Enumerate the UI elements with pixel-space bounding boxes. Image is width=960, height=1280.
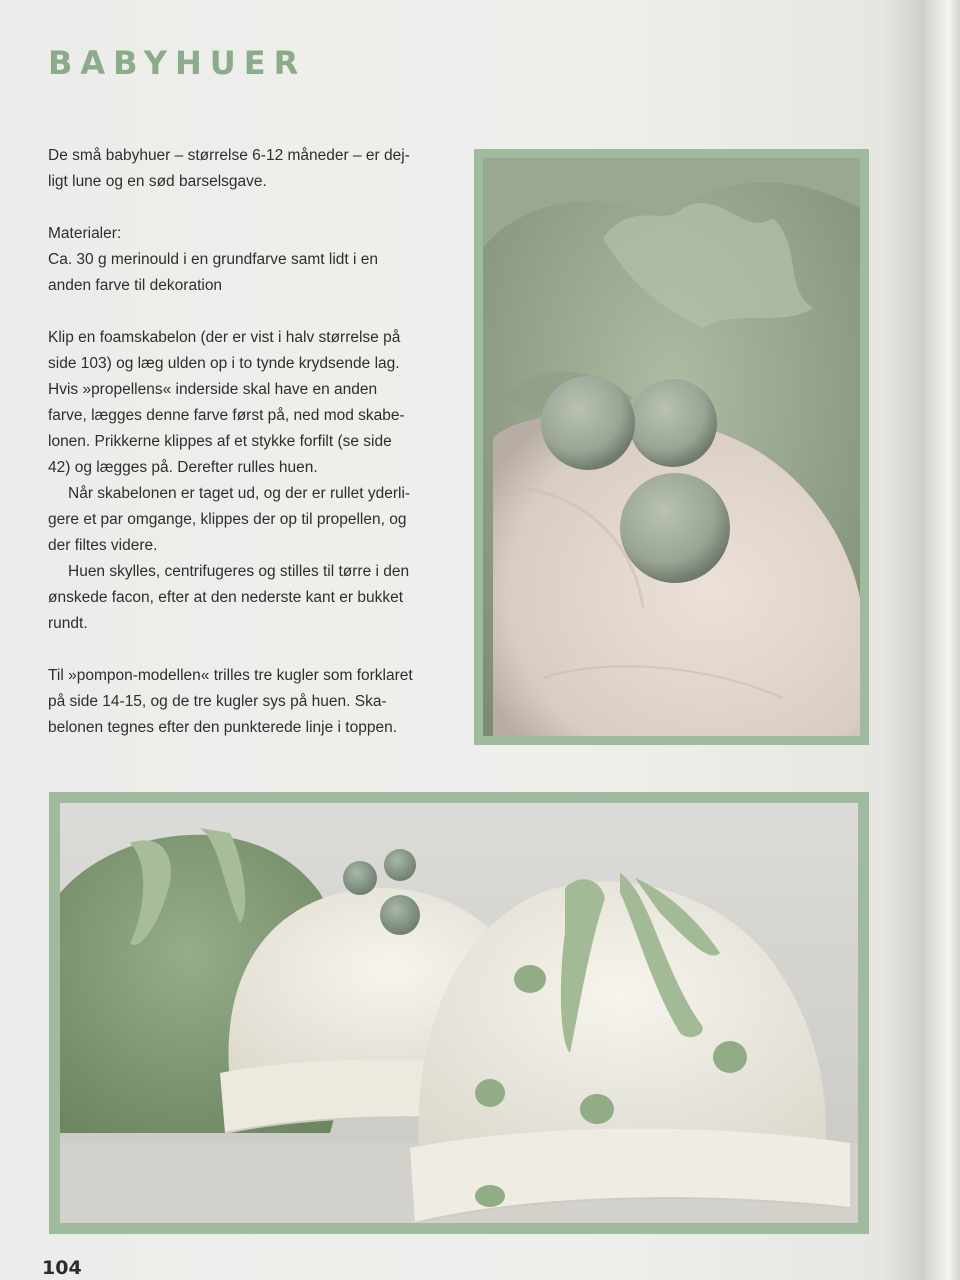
page-title: BABYHUER: [48, 44, 307, 82]
photo-frame-hats: [49, 792, 869, 1234]
instructions-line-2: side 103) og læg ulden op i to tynde krydsende lag.: [48, 355, 400, 372]
materials-line-2: anden farve til dekoration: [48, 277, 223, 294]
instructions-line-5: lonen. Prikkerne klippes af et stykke forfilt (se side: [48, 433, 392, 450]
intro-line-1: De små babyhuer – størrelse 6-12 måneder – er dej-: [48, 147, 410, 164]
body-text: [48, 143, 448, 741]
instructions-3-line-3: rundt.: [48, 615, 88, 632]
book-spine-edge: [922, 0, 960, 1280]
instructions-line-3: Hvis »propellens« inderside skal have en anden: [48, 381, 378, 398]
pompon-line-2: på side 14-15, og de tre kugler sys på huen. Ska-: [48, 693, 387, 710]
materials-heading: Materialer:: [48, 225, 122, 242]
instructions-3-line-1: Huen skylles, centrifugeres og stilles til tørre i den: [68, 563, 410, 580]
instructions-line-1: Klip en foamskabelon (der er vist i halv størrelse på: [48, 329, 401, 346]
page-number: 104: [42, 1257, 82, 1279]
pompon-line-3: belonen tegnes efter den punkterede linje i toppen.: [48, 719, 398, 736]
materials-line-1: Ca. 30 g merinould i en grundfarve samt lidt i en: [48, 251, 378, 268]
instructions-2-line-2: gere et par omgange, klippes der op til propellen, og: [48, 511, 407, 528]
photo-three-baby-hats: [60, 803, 858, 1223]
instructions-line-6: 42) og lægges på. Derefter rulles huen.: [48, 459, 318, 476]
closeup-photo-pompon-hat: [483, 158, 860, 736]
pompon-line-1: Til »pompon-modellen« trilles tre kugler som forklaret: [48, 667, 413, 684]
instructions-2-line-3: der filtes videre.: [48, 537, 158, 554]
photo-frame-closeup: [474, 149, 869, 745]
intro-line-2: ligt lune og en sød barselsgave.: [48, 173, 267, 190]
instructions-2-line-1: Når skabelonen er taget ud, og der er rullet yderli-: [68, 485, 411, 502]
instructions-3-line-2: ønskede facon, efter at den nederste kant er bukket: [48, 589, 403, 606]
instructions-line-4: farve, lægges denne farve først på, ned mod skabe-: [48, 407, 405, 424]
